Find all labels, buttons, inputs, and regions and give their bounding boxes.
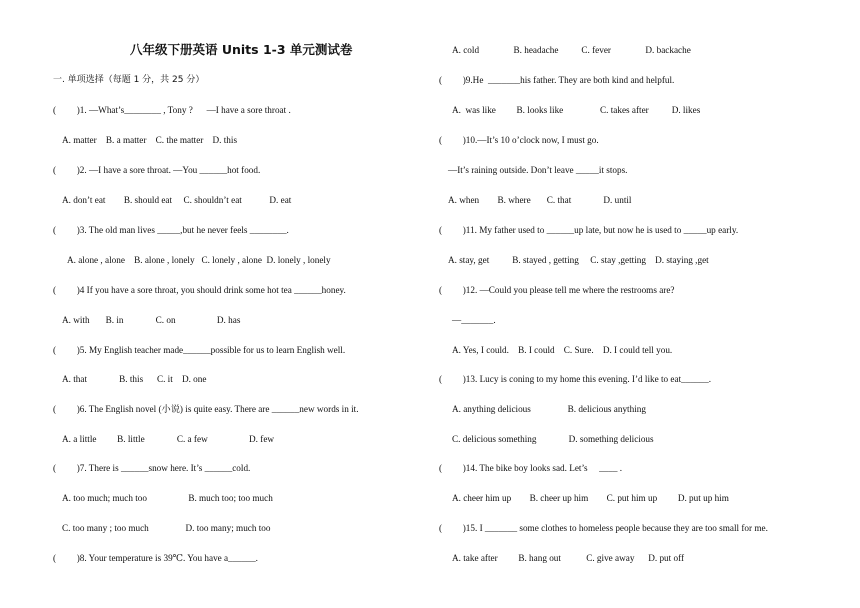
question-line: ( )1. —What’s________ , Tony ? —I have a sore throat . (53, 105, 291, 115)
question-line: ( )8. Your temperature is 39℃. You have a______. (53, 553, 258, 563)
options-line: A. that B. this C. it D. one (62, 374, 207, 384)
options-line: A. take after B. hang out C. give away D. put off (452, 553, 685, 563)
question-line: ( )15. I _______ some clothes to homeless people because they are too small for me. (439, 523, 768, 533)
question-line: ( )13. Lucy is coning to my home this evening. I’d like to eat______. (439, 374, 712, 384)
options-line: C. delicious something D. something delicious (452, 434, 654, 444)
question-line: ( )2. —I have a sore throat. —You ______hot food. (53, 165, 261, 175)
question-line: ( )3. The old man lives _____,but he never feels ________. (53, 225, 289, 235)
question-line: ( )12. —Could you please tell me where the restrooms are? (439, 285, 675, 295)
options-line: A. don’t eat B. should eat C. shouldn’t eat D. eat (62, 195, 292, 205)
question-line: ( )4 If you have a sore throat, you should drink some hot tea ______honey. (53, 285, 346, 295)
question-line: ( )5. My English teacher made______possible for us to learn English well. (53, 345, 346, 355)
options-line: C. too many ; too much D. too many; much too (62, 523, 271, 533)
question-line: ( )14. The bike boy looks sad. Let’s ____ . (439, 463, 623, 473)
question-line: —_______. (452, 315, 496, 325)
options-line: A. with B. in C. on D. has (62, 315, 241, 325)
options-line: A. matter B. a matter C. the matter D. this (62, 135, 238, 145)
options-line: A. cheer him up B. cheer up him C. put him up D. put up him (452, 493, 729, 503)
options-line: A. anything delicious B. delicious anything (452, 404, 646, 414)
options-line: A. when B. where C. that D. until (448, 195, 632, 205)
question-line: ( )10.—It’s 10 o’clock now, I must go. (439, 135, 599, 145)
options-line: A. a little B. little C. a few D. few (62, 434, 275, 444)
question-line: ( )7. There is ______snow here. It’s ______cold. (53, 463, 251, 473)
question-line: ( )11. My father used to ______up late, but now he is used to _____up early. (439, 225, 739, 235)
options-line: A. alone , alone B. alone , lonely C. lonely , alone D. lonely , lonely (67, 255, 331, 265)
options-line: A. Yes, I could. B. I could C. Sure. D. I could tell you. (452, 345, 673, 355)
question-line: ( )6. The English novel (小说) is quite easy. There are ______new words in it. (53, 404, 359, 414)
page-title: 八年级下册英语 Units 1-3 单元测试卷 (130, 42, 353, 57)
question-line: ( )9.He _______his father. They are both kind and helpful. (439, 75, 675, 85)
section-heading: 一. 单项选择（每题 1 分，共 25 分） (53, 75, 205, 85)
options-line: A. too much; much too B. much too; too much (62, 493, 273, 503)
question-line: —It’s raining outside. Don’t leave _____it stops. (448, 165, 628, 175)
options-line: A. was like B. looks like C. takes after D. likes (452, 105, 701, 115)
options-line: A. cold B. headache C. fever D. backache (452, 45, 691, 55)
options-line: A. stay, get B. stayed , getting C. stay ,getting D. staying ,get (448, 255, 709, 265)
